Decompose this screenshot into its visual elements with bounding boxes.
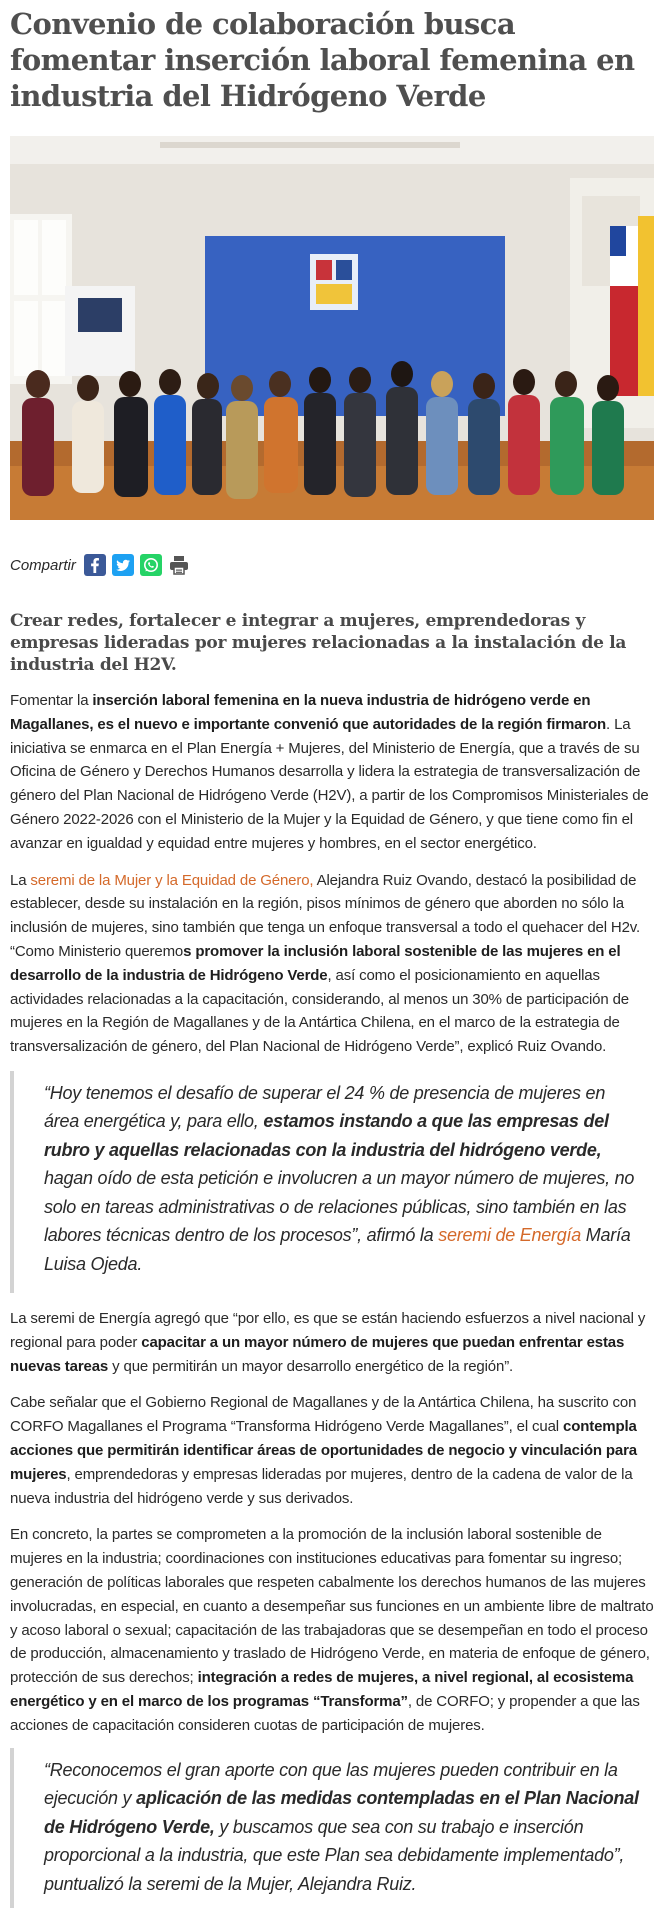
paragraph-1: Fomentar la inserción laboral femenina en la nueva industria de hidrógeno verde en Magallanes, es el nuevo e importante convenió que autoridades de la región firmaron. La iniciativa se enmarca en el Plan Energía + Mujeres, del Ministerio de Energía, que a través de su Oficina de Género y Derechos Humanos desarrolla y lidera la estrategia de transversalización de género del Plan Nacional de Hidrógeno Verde (H2V), a partir de los Compromisos Ministeriales de Género 2022-2026 con el Ministerio de la Mujer y la Equidad de Género, y que tiene como fin el avanzar en igualdad y equidad entre mujeres y hombres, en el sector energético. xyxy=(10,692,649,852)
article-lead: Crear redes, fortalecer e integrar a mujeres, emprendedoras y empresas lideradas por mujeres relacionadas a la instalación de la industria del H2V. xyxy=(10,611,627,675)
quote-ojeda: “Hoy tenemos el desafío de superar el 24 % de presencia de mujeres en área energética y, para ello, estamos instando a que las empresas del rubro y aquellas relacionadas con la industria del hidrógeno verde, hagan oído de esta petición e involucren a un mayor número de mujeres, no solo en tareas administrativas o de relaciones públicas, sino también en las labores técnicas dentro de los procesos”, afirmó la seremi de Energía María Luisa Ojeda. xyxy=(10,1071,654,1293)
facebook-icon[interactable] xyxy=(84,554,106,576)
paragraph-4: Cabe señalar que el Gobierno Regional de Magallanes y de la Antártica Chilena, ha suscrito con CORFO Magallanes el Programa “Transforma Hidrógeno Verde Magallanes”, el cual contempla acciones que permitirán identificar áreas de oportunidades de negocio y vinculación para mujeres, emprendedoras y empresas lideradas por mujeres, dentro de la cadena de valor de la nueva industria del hidrógeno verde y sus derivados. xyxy=(10,1394,637,1507)
quote-ruiz: “Reconocemos el gran aporte con que las mujeres pueden contribuir en la ejecución y aplicación de las medidas contempladas en el Plan Nacional de Hidrógeno Verde, y buscamos que sea con su trabajo e inserción proporcional a la industria, que este Plan sea debidamente implementado”, puntualizó la seremi de la Mujer, Alejandra Ruiz. xyxy=(10,1748,654,1909)
seremi-mujer-link[interactable]: seremi de la Mujer y la Equidad de Género, xyxy=(30,871,314,889)
paragraph-3: La seremi de Energía agregó que “por ello, es que se están haciendo esfuerzos a nivel nacional y regional para poder capacitar a un mayor número de mujeres que puedan enfrentar estas nuevas tareas y que permitirán un mayor desarrollo energético de la región”. xyxy=(10,1309,646,1375)
whatsapp-icon[interactable] xyxy=(140,554,162,576)
article xyxy=(0,6,664,1908)
paragraph-2: La seremi de la Mujer y la Equidad de Género, Alejandra Ruiz Ovando, destacó la posibilidad de establecer, desde su instalación en la región, pisos mínimos de género que aborden no sólo la inclusión de mujeres, sino también que tenga un enfoque transversal a todo el quehacer del H2v. “Como Ministerio queremos promover la inclusión laboral sostenible de las mujeres en el desarrollo de la industria de Hidrógeno Verde, así como el posicionamiento en aquellas actividades relacionadas a la capacitación, considerando, al menos un 30% de participación de mujeres en la Región de Magallanes y de la Antártica Chilena, en el marco de la estrategia de transversalización de género, del Plan Nacional de Hidrógeno Verde”, explicó Ruiz Ovando. xyxy=(10,871,641,1056)
paragraph-5: En concreto, la partes se comprometen a la promoción de la inclusión laboral sostenible de mujeres en la industria; coordinaciones con instituciones educativas para fomentar su ingreso; generación de políticas laborales que respeten cabalmente los derechos humanos de las mujeres involucradas, en especial, en cuanto a desempeñar sus funciones en un ambiente libre de maltrato y acoso laboral o sexual; capacitación de las trabajadoras que se desempeñan en todo el proceso de producción, almacenamiento y traslado de Hidrógeno Verde, en materia de enfoque de género, protección de sus derechos; integración a redes de mujeres, a nivel regional, al ecosistema energético y en el marco de los programas “Transforma”, de CORFO; y propender a que las acciones de capacitación consideren cuotas de participación de mujeres. xyxy=(10,1526,654,1734)
share-bar xyxy=(10,552,654,578)
twitter-icon[interactable] xyxy=(112,554,134,576)
seremi-energia-link[interactable]: seremi de Energía xyxy=(438,1225,582,1246)
article-photo xyxy=(10,136,654,520)
article-title: Convenio de colaboración busca fomentar inserción laboral femenina en industria del Hidrógeno Verde xyxy=(10,7,635,113)
share-label: Compartir xyxy=(10,556,76,574)
print-icon[interactable] xyxy=(168,554,190,576)
